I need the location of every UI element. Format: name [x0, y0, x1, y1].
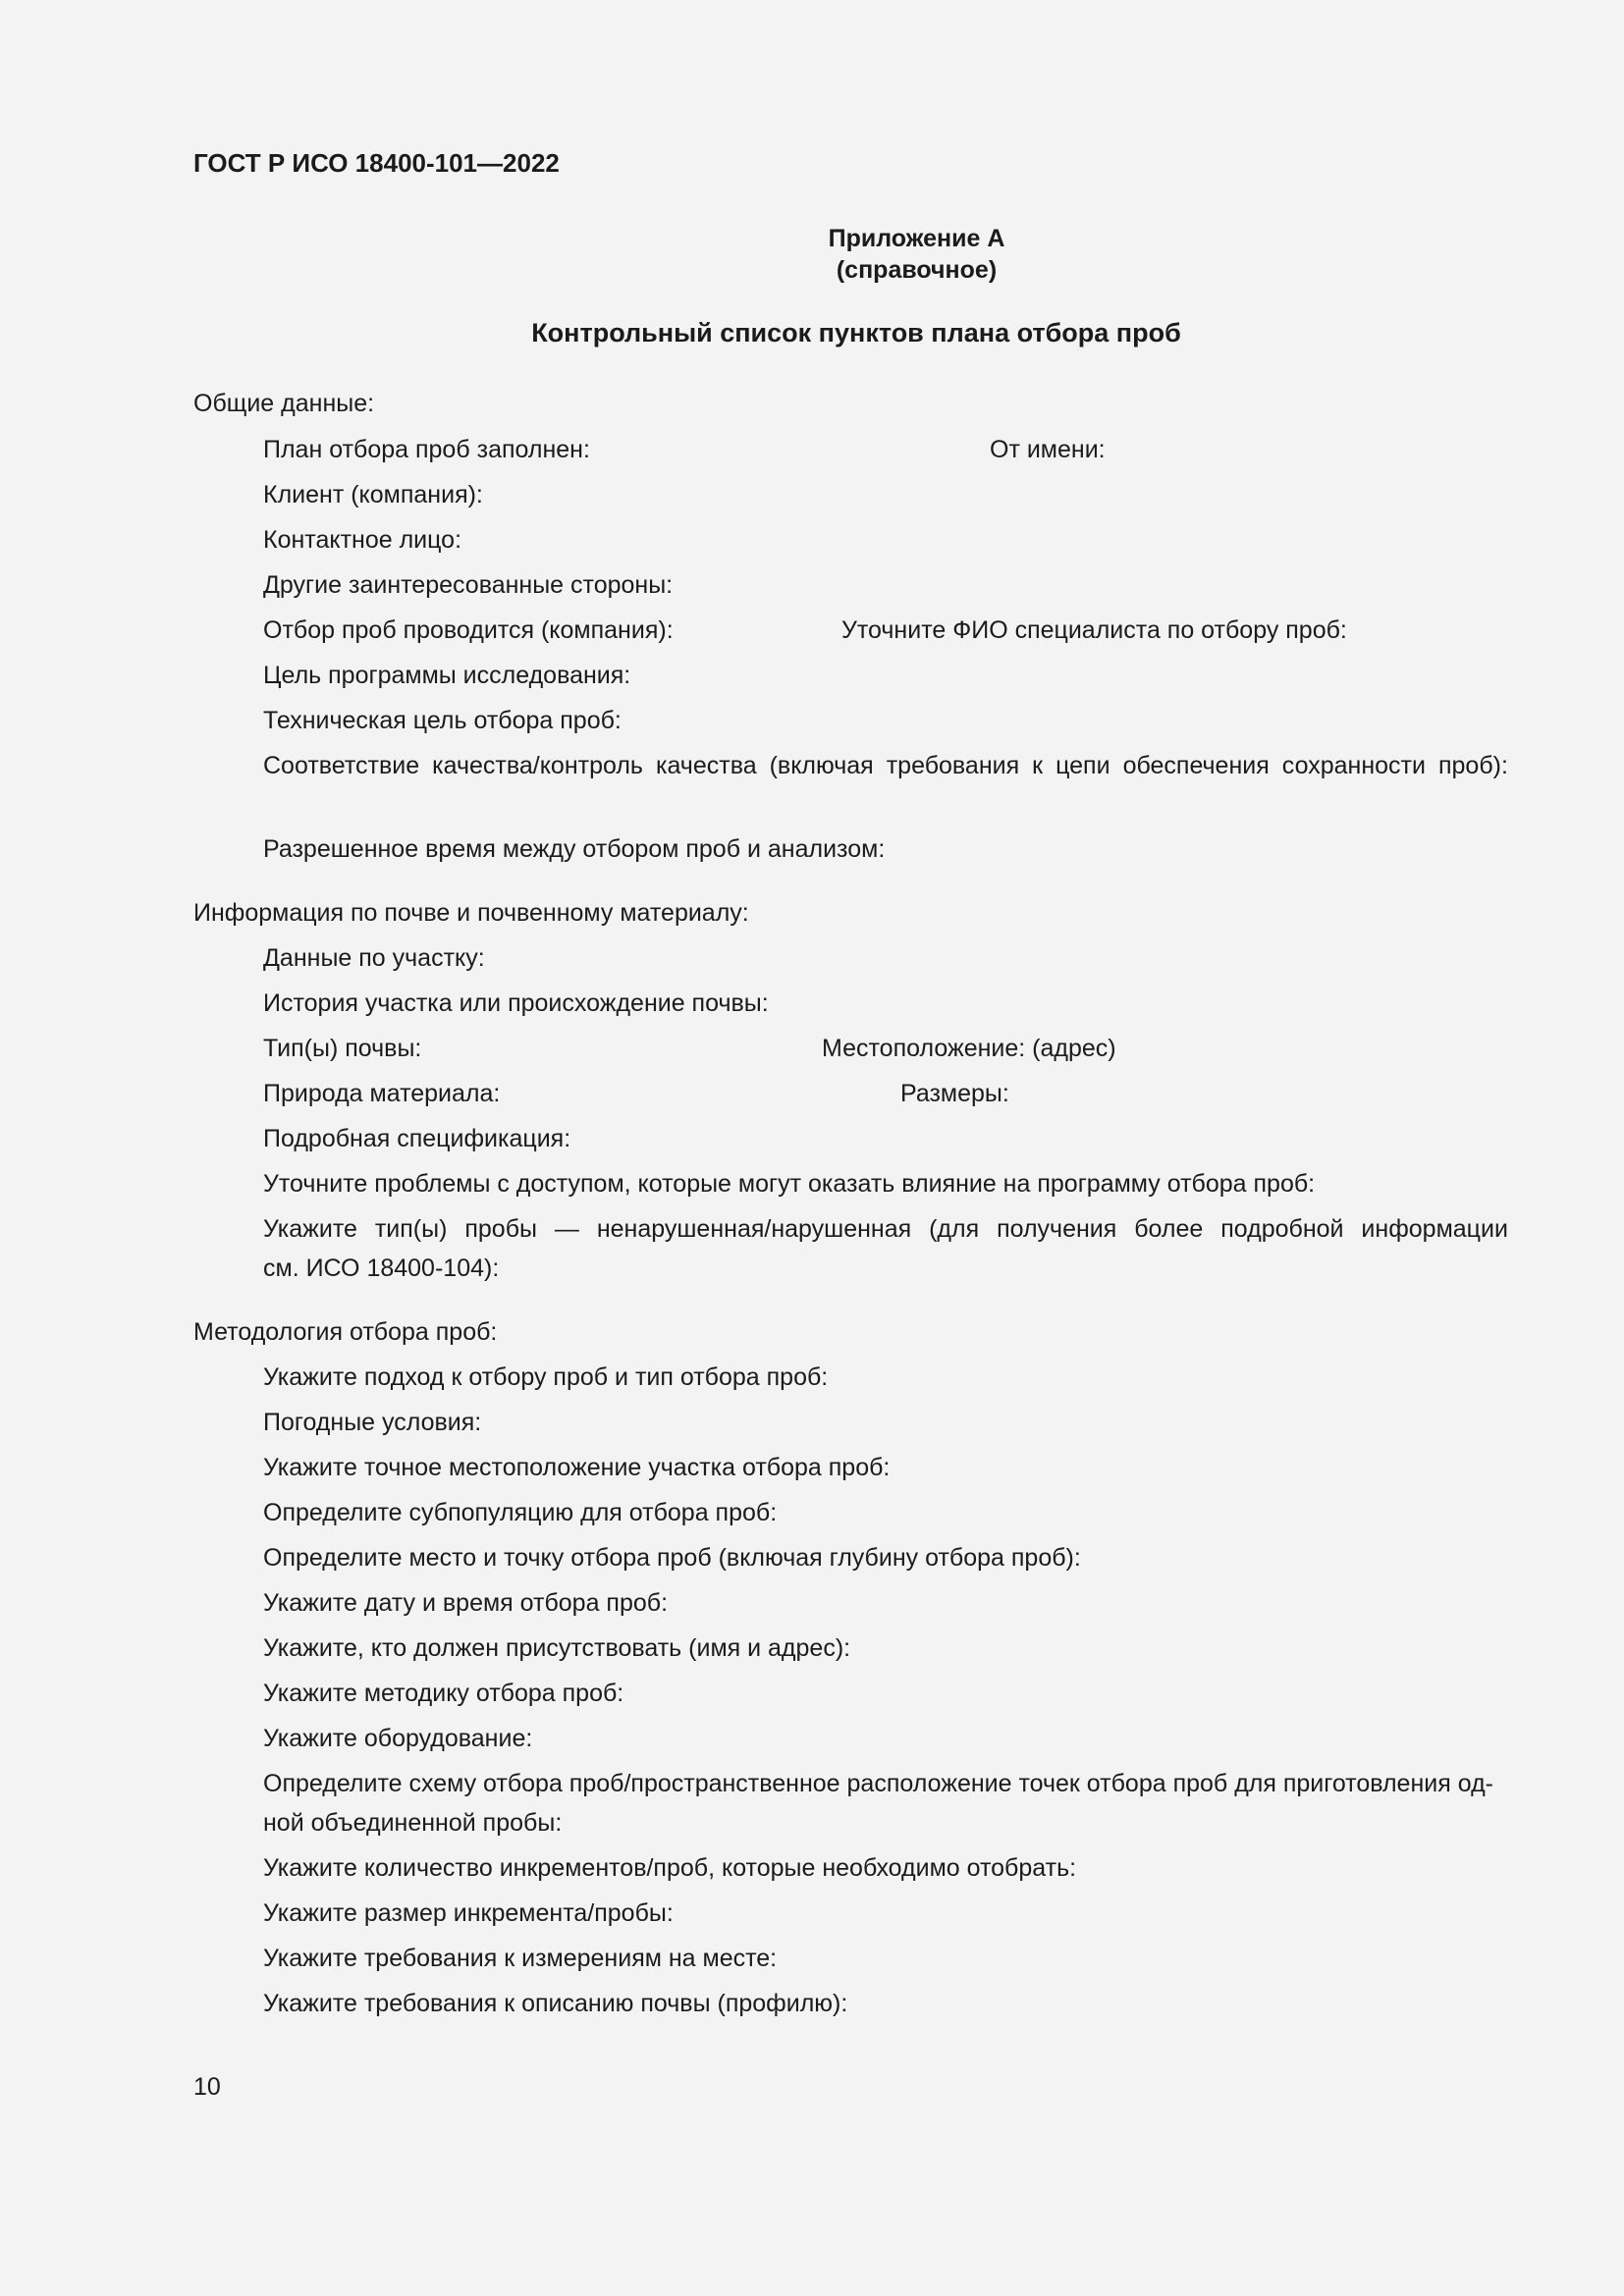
methodology-item: Укажите, кто должен присутствовать (имя и адрес):	[263, 1634, 851, 1662]
qa-word: (включая	[769, 752, 874, 779]
sample-type-word: информации	[1361, 1215, 1508, 1243]
appendix-title: Приложение А	[828, 225, 1005, 252]
field-site-data: Данные по участку:	[263, 944, 485, 972]
qa-word: Соответствие	[263, 752, 420, 779]
methodology-item: Определите место и точку отбора проб (включая глубину отбора проб):	[263, 1544, 1081, 1572]
field-technical-goal: Техническая цель отбора проб:	[263, 707, 622, 734]
sample-type-word: Укажите	[263, 1215, 357, 1243]
methodology-scheme: Определите схему отбора проб/пространственное расположение точек отбора проб для приготовления од-	[263, 1770, 1493, 1797]
methodology-item: Укажите методику отбора проб:	[263, 1680, 624, 1707]
methodology-item: Погодные условия:	[263, 1409, 482, 1436]
sample-type-word: подробной	[1220, 1215, 1344, 1243]
methodology-item: Укажите количество инкрементов/проб, которые необходимо отобрать:	[263, 1854, 1077, 1882]
qa-word: цепи	[1056, 752, 1110, 779]
standard-header: ГОСТ Р ИСО 18400-101—2022	[193, 148, 560, 178]
field-soil-types: Тип(ы) почвы:	[263, 1035, 422, 1062]
field-stakeholders: Другие заинтересованные стороны:	[263, 571, 674, 599]
field-client: Клиент (компания):	[263, 481, 483, 508]
methodology-item: Укажите точное местоположение участка отбора проб:	[263, 1454, 891, 1481]
sample-type-word: получения	[997, 1215, 1117, 1243]
methodology-item: Определите субпопуляцию для отбора проб:	[263, 1499, 778, 1526]
field-quality-control	[263, 754, 1508, 778]
field-location: Местоположение: (адрес)	[822, 1035, 1116, 1062]
section-soil-title: Информация по почве и почвенному материалу:	[193, 899, 749, 927]
field-on-behalf: От имени:	[990, 436, 1106, 463]
qa-word: проб):	[1437, 752, 1508, 779]
appendix-subtitle: (справочное)	[836, 256, 998, 284]
methodology-item: Укажите подход к отбору проб и тип отбора проб:	[263, 1363, 829, 1391]
sample-type-word: (для	[929, 1215, 980, 1243]
field-sample-type-continued: см. ИСО 18400-104):	[263, 1255, 500, 1282]
methodology-scheme-continued: ной объединенной пробы:	[263, 1809, 563, 1837]
field-access-problems: Уточните проблемы с доступом, которые могут оказать влияние на программу отбора проб:	[263, 1170, 1316, 1198]
sample-type-word: пробы	[464, 1215, 537, 1243]
field-allowed-time: Разрешенное время между отбором проб и анализом:	[263, 835, 886, 863]
field-sample-type	[263, 1217, 1508, 1242]
sample-type-word: ненарушенная/нарушенная	[596, 1215, 912, 1243]
page-number: 10	[193, 2073, 221, 2101]
section-methodology-title: Методология отбора проб:	[193, 1318, 498, 1346]
field-sampling-company: Отбор проб проводится (компания):	[263, 616, 674, 644]
qa-word: качества/контроль	[432, 752, 643, 779]
qa-word: к	[1032, 752, 1044, 779]
methodology-item: Укажите требования к описанию почвы (профилю):	[263, 1990, 848, 2017]
field-contact: Контактное лицо:	[263, 526, 462, 554]
qa-word: сохранности	[1281, 752, 1426, 779]
sample-type-word: тип(ы)	[374, 1215, 448, 1243]
methodology-item: Укажите оборудование:	[263, 1725, 533, 1752]
methodology-item: Укажите размер инкремента/пробы:	[263, 1899, 674, 1927]
methodology-item: Укажите дату и время отбора проб:	[263, 1589, 669, 1617]
field-specification: Подробная спецификация:	[263, 1125, 571, 1152]
field-material-nature: Природа материала:	[263, 1080, 501, 1107]
field-specialist: Уточните ФИО специалиста по отбору проб:	[841, 616, 1347, 644]
field-dimensions: Размеры:	[900, 1080, 1009, 1107]
section-general-title: Общие данные:	[193, 390, 375, 417]
field-plan-completed: План отбора проб заполнен:	[263, 436, 590, 463]
field-site-history: История участка или происхождение почвы:	[263, 989, 769, 1017]
qa-word: качества	[655, 752, 757, 779]
qa-word: обеспечения	[1122, 752, 1270, 779]
sample-type-word: —	[554, 1215, 579, 1243]
qa-word: требования	[886, 752, 1020, 779]
field-program-goal: Цель программы исследования:	[263, 662, 631, 689]
sample-type-word: более	[1134, 1215, 1204, 1243]
methodology-item: Укажите требования к измерениям на месте:	[263, 1945, 778, 1972]
document-heading: Контрольный список пунктов плана отбора проб	[531, 318, 1181, 347]
